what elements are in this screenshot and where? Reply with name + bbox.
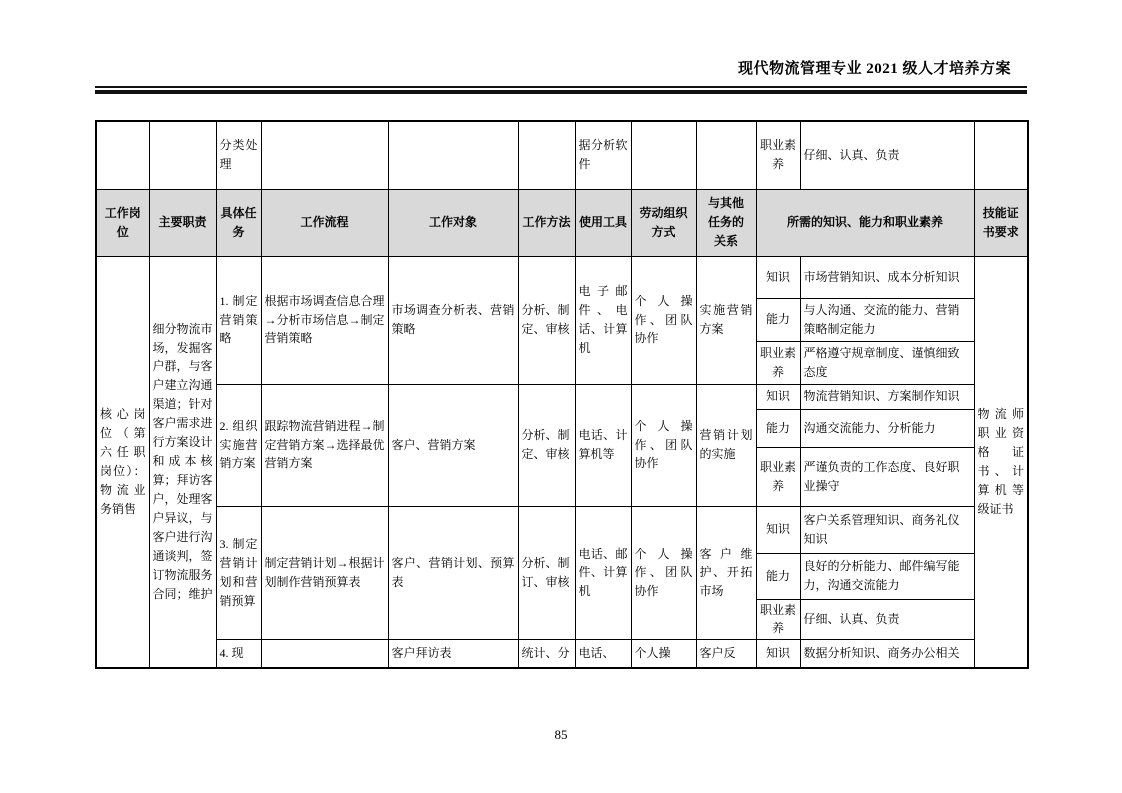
cell-process-2: 跟踪物流营销进程→制定营销方案→选择最优营销方案 bbox=[261, 384, 388, 506]
header-relation: 与其他任务的关系 bbox=[696, 189, 756, 256]
cell-empty bbox=[149, 121, 216, 189]
cell-certificate: 物流师职业资格证书、计算机等级证书 bbox=[974, 256, 1028, 668]
cell-object-4: 客户拜访表 bbox=[388, 640, 518, 668]
cell-quality-label-3: 职业素养 bbox=[756, 599, 800, 640]
header-process: 工作流程 bbox=[261, 189, 388, 256]
cell-relation-4: 客户反 bbox=[696, 640, 756, 668]
cell-tools-1: 电子邮件、电话、计算机 bbox=[575, 256, 631, 384]
training-plan-table bbox=[95, 120, 1029, 669]
header-tools: 使用工具 bbox=[575, 189, 631, 256]
cell-object-2: 客户、营销方案 bbox=[388, 384, 518, 506]
cell-relation-2: 营销计划的实施 bbox=[696, 384, 756, 506]
cell-cont-quality-value: 仔细、认真、负责 bbox=[800, 121, 974, 189]
header-method: 工作方法 bbox=[518, 189, 575, 256]
cell-empty bbox=[261, 121, 388, 189]
header-post: 工作岗位 bbox=[96, 189, 149, 256]
cell-process-4 bbox=[261, 640, 388, 668]
table-row bbox=[96, 256, 1028, 298]
cell-tools-4: 电话、 bbox=[575, 640, 631, 668]
cell-tools-3: 电话、邮件、计算机 bbox=[575, 506, 631, 640]
cell-method-3: 分析、制订、审核 bbox=[518, 506, 575, 640]
cell-knowledge-label-1: 知识 bbox=[756, 256, 800, 298]
header-organization: 劳动组织方式 bbox=[631, 189, 696, 256]
cell-cont-tools: 据分析软件 bbox=[575, 121, 631, 189]
cell-method-1: 分析、制定、审核 bbox=[518, 256, 575, 384]
cell-ability-label-1: 能力 bbox=[756, 298, 800, 341]
cell-task-4: 4. 现 bbox=[216, 640, 261, 668]
cell-ability-3: 良好的分析能力、邮件编写能力，沟通交流能力 bbox=[800, 553, 974, 599]
document-header-title: 现代物流管理专业 2021 级人才培养方案 bbox=[737, 61, 1011, 77]
cell-quality-label-1: 职业素养 bbox=[756, 341, 800, 384]
cell-knowledge-label-3: 知识 bbox=[756, 506, 800, 553]
table-header-row bbox=[96, 189, 1028, 256]
cell-knowledge-1: 市场营销知识、成本分析知识 bbox=[800, 256, 974, 298]
cell-ability-2: 沟通交流能力、分析能力 bbox=[800, 409, 974, 447]
header-divider-line bbox=[95, 86, 1027, 94]
cell-knowledge-2: 物流营销知识、方案制作知识 bbox=[800, 384, 974, 409]
cell-organization-4: 个人操 bbox=[631, 640, 696, 668]
table-row bbox=[96, 506, 1028, 553]
cell-knowledge-4: 数据分析知识、商务办公相关 bbox=[800, 640, 974, 668]
header-knowledge: 所需的知识、能力和职业素养 bbox=[756, 189, 974, 256]
table-row bbox=[96, 384, 1028, 409]
cell-quality-label-2: 职业素养 bbox=[756, 447, 800, 506]
cell-task-2: 2. 组织实施营销方案 bbox=[216, 384, 261, 506]
header-duty: 主要职责 bbox=[149, 189, 216, 256]
cell-knowledge-label-2: 知识 bbox=[756, 384, 800, 409]
header-object: 工作对象 bbox=[388, 189, 518, 256]
cell-organization-2: 个人操作、团队协作 bbox=[631, 384, 696, 506]
cell-empty bbox=[631, 121, 696, 189]
page-number: 85 bbox=[554, 727, 568, 742]
cell-empty bbox=[96, 121, 149, 189]
cell-empty bbox=[696, 121, 756, 189]
cell-quality-3: 仔细、认真、负责 bbox=[800, 599, 974, 640]
cell-quality-1: 严格遵守规章制度、谨慎细致态度 bbox=[800, 341, 974, 384]
cell-relation-1: 实施营销方案 bbox=[696, 256, 756, 384]
cell-ability-label-3: 能力 bbox=[756, 553, 800, 599]
header-task: 具体任务 bbox=[216, 189, 261, 256]
cell-object-1: 市场调查分析表、营销策略 bbox=[388, 256, 518, 384]
cell-tools-2: 电话、计算机等 bbox=[575, 384, 631, 506]
cell-relation-3: 客户维护、开拓市场 bbox=[696, 506, 756, 640]
cell-organization-3: 个人操作、团队协作 bbox=[631, 506, 696, 640]
cell-empty bbox=[974, 121, 1028, 189]
cell-empty bbox=[388, 121, 518, 189]
cell-knowledge-3: 客户关系管理知识、商务礼仪知识 bbox=[800, 506, 974, 553]
cell-organization-1: 个人操作、团队协作 bbox=[631, 256, 696, 384]
cell-process-3: 制定营销计划→根据计划制作营销预算表 bbox=[261, 506, 388, 640]
cell-knowledge-label-4: 知识 bbox=[756, 640, 800, 668]
cell-method-4: 统计、分 bbox=[518, 640, 575, 668]
cell-quality-2: 严谨负责的工作态度、良好职业操守 bbox=[800, 447, 974, 506]
cell-post: 核心岗位（第六任职岗位）：物流业务销售 bbox=[96, 256, 149, 668]
cell-object-3: 客户、营销计划、预算表 bbox=[388, 506, 518, 640]
cell-ability-label-2: 能力 bbox=[756, 409, 800, 447]
table-row bbox=[96, 640, 1028, 668]
cell-method-2: 分析、制定、审核 bbox=[518, 384, 575, 506]
cell-ability-1: 与人沟通、交流的能力、营销策略制定能力 bbox=[800, 298, 974, 341]
header-certificate: 技能证书要求 bbox=[974, 189, 1028, 256]
cell-task-3: 3. 制定营销计划和营销预算 bbox=[216, 506, 261, 640]
table-row bbox=[96, 121, 1028, 189]
cell-cont-quality-label: 职业素养 bbox=[756, 121, 800, 189]
cell-process-1: 根据市场调查信息合理→分析市场信息→制定营销策略 bbox=[261, 256, 388, 384]
cell-cont-task: 分类处理 bbox=[216, 121, 261, 189]
cell-empty bbox=[518, 121, 575, 189]
cell-task-1: 1. 制定营销策略 bbox=[216, 256, 261, 384]
cell-duty: 细分物流市场，发掘客户群，与客户建立沟通渠道；针对客户需求进行方案设计和成本核算；拜访客户，处理客户异议，与客户进行沟通谈判，签订物流服务合同；维护 bbox=[149, 256, 216, 668]
